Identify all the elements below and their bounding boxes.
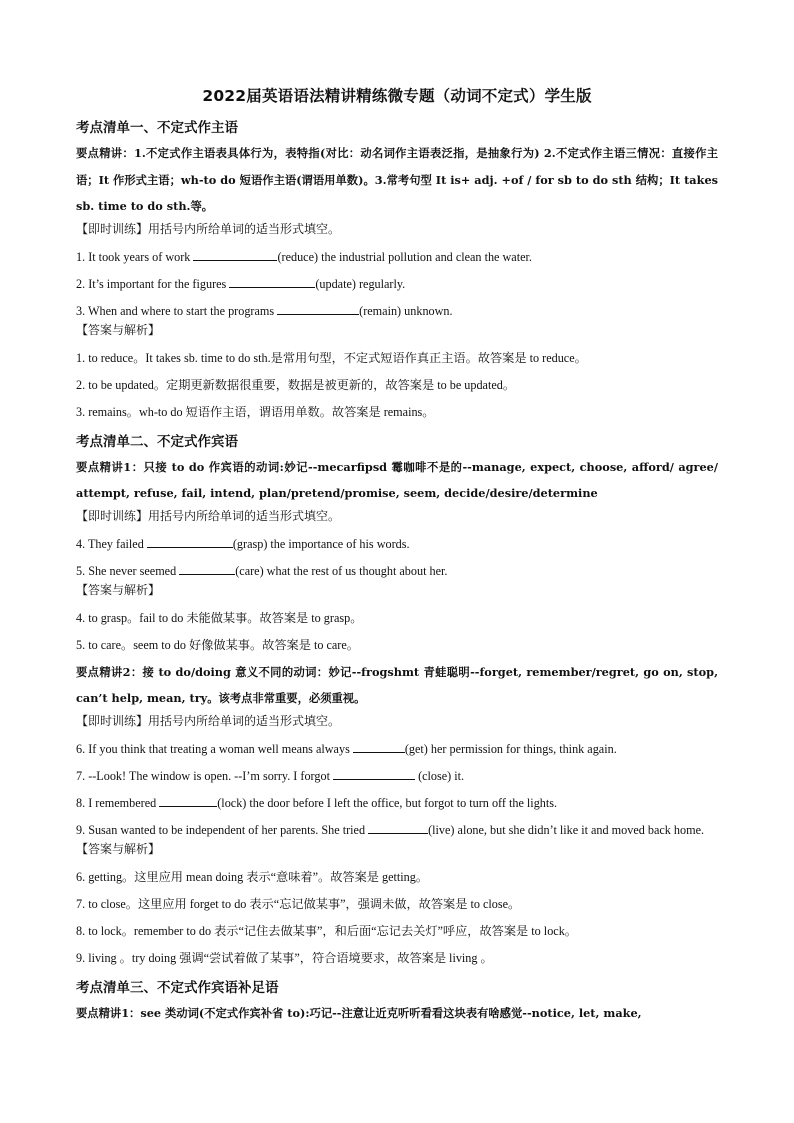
section-heading: 考点清单一、不定式作主语	[76, 120, 238, 136]
question-7: 7. --Look! The window is open. --I’m sorry. I forgot (close) it.	[76, 768, 465, 783]
answer-5: 5. to care。seem to do 好像做某事。故答案是 to care。	[76, 637, 359, 652]
question-3: 3. When and where to start the programs (remain) unknown.	[76, 303, 453, 318]
answer-blank	[147, 535, 233, 548]
answer-blank	[179, 562, 235, 575]
section-heading: 考点清单二、不定式作宾语	[76, 433, 238, 450]
answer-3: 3. remains。wh-to do 短语作主语，谓语用单数。故答案是 remains。	[76, 404, 435, 419]
key-points: 要点精讲1：只接 to do 作宾语的动词:妙记--mecarfipsd 霉咖啡不是的--manage, expect, choose, afford/ agree/ attempt, refuse, fail, intend, plan/pretend/promise, seem, decide/desire/determine	[76, 459, 718, 500]
section-2	[76, 430, 718, 972]
answer-label: 【答案与解析】	[76, 841, 161, 856]
answer-6: 6. getting。这里应用 mean doing 表示“意味着”。故答案是 getting。	[76, 869, 429, 884]
answer-blank	[193, 248, 277, 261]
practice-label: 【即时训练】用括号内所给单词的适当形式填空。	[76, 713, 341, 728]
section-3	[76, 976, 718, 1027]
key-points: 要点精讲：1.不定式作主语表具体行为，表特指(对比：动名词作主语表泛指，是抽象行为) 2.不定式作主语三情况：直接作主语；It 作形式主语；wh-to do 短语作主语(谓语用单数)。3.常考句型 It is+ adj. +of / for sb to do sth 结构；It takes sb. time to do sth.等。	[76, 146, 718, 213]
answer-blank	[368, 821, 428, 834]
answer-blank	[277, 302, 359, 315]
section-1	[76, 116, 718, 426]
answer-blank	[229, 275, 315, 288]
answer-blank	[333, 767, 415, 780]
section-heading: 考点清单三、不定式作宾语补足语	[76, 979, 279, 996]
answer-1: 1. to reduce。It takes sb. time to do sth.是常用句型，不定式短语作真正主语。故答案是 to reduce。	[76, 350, 587, 365]
answer-blank	[159, 794, 217, 807]
practice-label: 【即时训练】用括号内所给单词的适当形式填空。	[76, 221, 341, 236]
answer-blank	[353, 740, 405, 753]
answer-9: 9. living 。try doing 强调“尝试着做了某事”，符合语境要求，故答案是 living 。	[76, 950, 493, 965]
answer-8: 8. to lock。remember to do 表示“记住去做某事”，和后面“忘记去关灯”呼应，故答案是 to lock。	[76, 923, 577, 938]
key-points: 要点精讲1：see 类动词(不定式作宾补省 to):巧记--注意让近克听听看看这块表有啥感觉--notice, let, make,	[76, 1005, 642, 1020]
answer-label: 【答案与解析】	[76, 322, 161, 337]
answer-2: 2. to be updated。定期更新数据很重要，数据是被更新的，故答案是 to be updated。	[76, 377, 516, 392]
question-8: 8. I remembered (lock) the door before I left the office, but forgot to turn off the lights.	[76, 795, 558, 810]
question-4: 4. They failed (grasp) the importance of his words.	[76, 536, 410, 551]
question-9: 9. Susan wanted to be independent of her parents. She tried (live) alone, but she didn’t like it and moved back home.	[76, 822, 705, 837]
question-6: 6. If you think that treating a woman well means always (get) her permission for things, think again.	[76, 741, 617, 756]
answer-label: 【答案与解析】	[76, 582, 161, 597]
document-page	[76, 84, 718, 1026]
practice-label: 【即时训练】用括号内所给单词的适当形式填空。	[76, 508, 341, 523]
key-points: 要点精讲2：接 to do/doing 意义不同的动词：妙记--frogshmt 青蛙聪明--forget, remember/regret, go on, stop, can’t help, mean, try。该考点非常重要，必须重视。	[76, 664, 718, 705]
answer-4: 4. to grasp。fail to do 未能做某事。故答案是 to grasp。	[76, 610, 363, 625]
answer-7: 7. to close。这里应用 forget to do 表示“忘记做某事”，强调未做，故答案是 to close。	[76, 896, 521, 911]
question-5: 5. She never seemed (care) what the rest of us thought about her.	[76, 563, 448, 578]
question-2: 2. It’s important for the figures (update) regularly.	[76, 276, 406, 291]
document-title: 2022届英语语法精讲精练微专题（动词不定式）学生版	[202, 87, 592, 105]
question-1: 1. It took years of work (reduce) the industrial pollution and clean the water.	[76, 249, 532, 264]
